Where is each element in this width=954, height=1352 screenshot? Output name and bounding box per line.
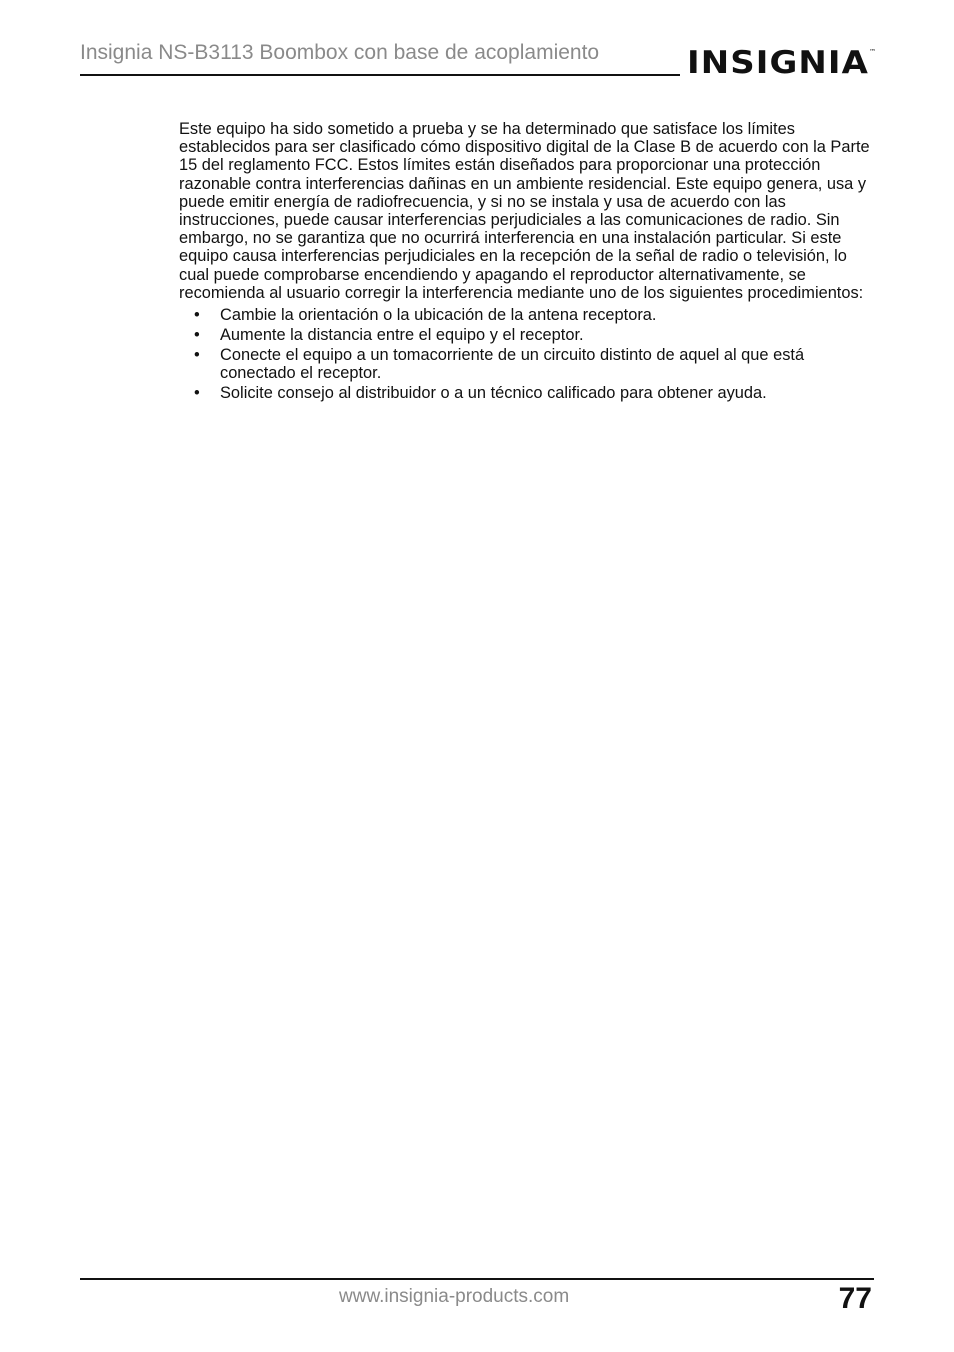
bullet-icon: • bbox=[194, 346, 200, 365]
logo-wordmark: INSIGNIA bbox=[687, 45, 869, 81]
list-item bbox=[179, 346, 871, 382]
remedy-list bbox=[179, 306, 871, 402]
footer-url: www.insignia-products.com bbox=[339, 1286, 570, 1307]
page-number: 77 bbox=[838, 1282, 872, 1315]
logo-trademark: ™ bbox=[869, 48, 876, 56]
bullet-icon: • bbox=[194, 326, 200, 345]
list-item bbox=[179, 326, 871, 344]
list-item-text: Cambie la orientación o la ubicación de la antena receptora. bbox=[220, 306, 657, 325]
list-item-text: Solicite consejo al distribuidor o a un técnico calificado para obtener ayuda. bbox=[220, 384, 767, 403]
header-rule bbox=[80, 74, 680, 76]
list-item-text: Conecte el equipo a un tomacorriente de un circuito distinto de aquel al que está conectado el receptor. bbox=[220, 346, 805, 383]
footer-rule bbox=[80, 1278, 874, 1280]
bullet-icon: • bbox=[194, 384, 200, 403]
bullet-icon: • bbox=[194, 306, 200, 325]
list-item bbox=[179, 306, 871, 324]
fcc-paragraph: Este equipo ha sido sometido a prueba y se ha determinado que satisface los límites establecidos para ser clasificado cómo dispositivo digital de la Clase B de acuerdo con la Parte 15 del reglamento FCC. Estos límites están diseñados para proporcionar una protección razonable contra interferencias dañinas en un ambiente residencial. Este equipo genera, usa y puede emitir energía de radiofrecuencia, y si no se instala y usa de acuerdo con las instrucciones, puede causar interferencias perjudiciales a las comunicaciones de radio. Sin embargo, no se garantiza que no ocurrirá interferencia en una instalación particular. Si este equipo causa interferencias perjudiciales en la recepción de la señal de radio o televisión, lo cual puede comprobarse encendiendo y apagando el reproductor alternativamente, se recomienda al usuario corregir la interferencia mediante uno de los siguientes procedimientos: bbox=[179, 120, 870, 302]
insignia-logo bbox=[686, 36, 878, 86]
list-item-text: Aumente la distancia entre el equipo y el receptor. bbox=[220, 326, 584, 345]
fcc-compliance-section bbox=[179, 120, 871, 404]
header-title: Insignia NS-B3113 Boombox con base de acoplamiento bbox=[80, 41, 600, 64]
list-item bbox=[179, 384, 871, 402]
